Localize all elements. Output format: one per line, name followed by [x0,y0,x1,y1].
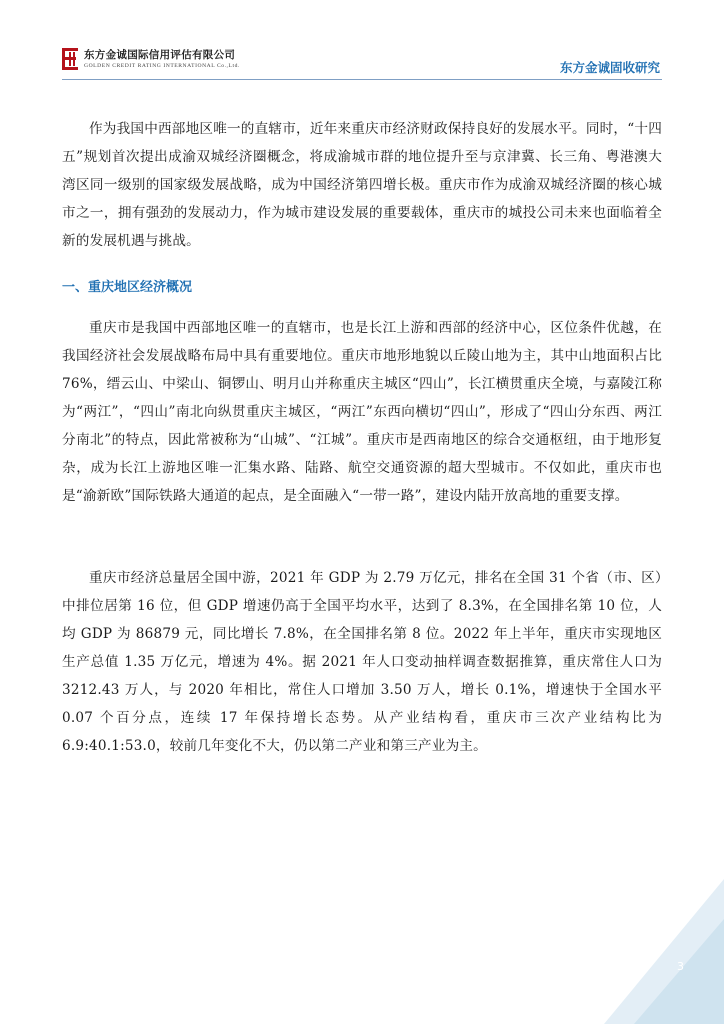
section-title: 一、重庆地区经济概况 [62,280,193,295]
header-title: 东方金诚固收研究 [559,60,660,75]
page-number: 3 [677,960,684,973]
company-name-cn: 东方金诚国际信用评估有限公司 [84,48,236,61]
geography-paragraph: 重庆市是我国中西部地区唯一的直辖市，也是长江上游和西部的经济中心，区位条件优越，在我国经济社会发展战略布局中具有重要地位。重庆市地形地貌以丘陵山地为主，其中山地面积占比76%，缙云山、中梁山、铜锣山、明月山并称重庆主城区“四山”，长江横贯重庆全境，与嘉陵江称为“两江”，“四山”南北向纵贯重庆主城区，“两江”东西向横切“四山”，形成了“四山分东西、两江分南北”的特点，因此常被称为“山城”、“江城”。重庆市是西南地区的综合交通枢纽，由于地形复杂，成为长江上游地区唯一汇集水路、陆路、航空交通资源的超大型城市。不仅如此，重庆市也是“渝新欧”国际铁路大通道的起点，是全面融入“一带一路”，建设内陆开放高地的重要支撑。 [62,320,662,504]
logo-mark-icon [62,48,78,70]
intro-paragraph: 作为我国中西部地区唯一的直辖市，近年来重庆市经济财政保持良好的发展水平。同时，“十四五”规划首次提出成渝双城经济圈概念，将成渝城市群的地位提升至与京津冀、长三角、粤港澳大湾区同一级别的国家级发展战略，成为中国经济第四增长极。重庆市作为成渝双城经济圈的核心城市之一，拥有强劲的发展动力，作为城市建设发展的重要载体，重庆市的城投公司未来也面临着全新的发展机遇与挑战。 [62,121,662,249]
corner-decoration [604,879,724,1024]
page-header [0,0,724,90]
company-logo [62,48,240,70]
header-divider [62,79,662,80]
economy-paragraph: 重庆市经济总量居全国中游，2021 年 GDP 为 2.79 万亿元，排名在全国 31 个省（市、区）中排位居第 16 位，但 GDP 增速仍高于全国平均水平，达到了 8.3%，在全国排名第 10 位，人均 GDP 为 86879 元，同比增长 7.8%，在全国排名第 8 位。2022 年上半年，重庆市实现地区生产总值 1.35 万亿元，增速为 4%。据 2021 年人口变动抽样调查数据推算，重庆常住人口为 3212.43 万人，与 2020 年相比，常住人口增加 3.50 万人，增长 0.1%，增速快于全国水平 0.07 个百分点，连续 17 年保持增长态势。从产业结构看，重庆市三次产业结构比为 6.9:40.1:53.0，较前几年变化不大，仍以第二产业和第三产业为主。 [62,570,662,754]
company-name-en: GOLDEN CREDIT RATING INTERNATIONAL Co.,Ltd. [84,62,240,69]
